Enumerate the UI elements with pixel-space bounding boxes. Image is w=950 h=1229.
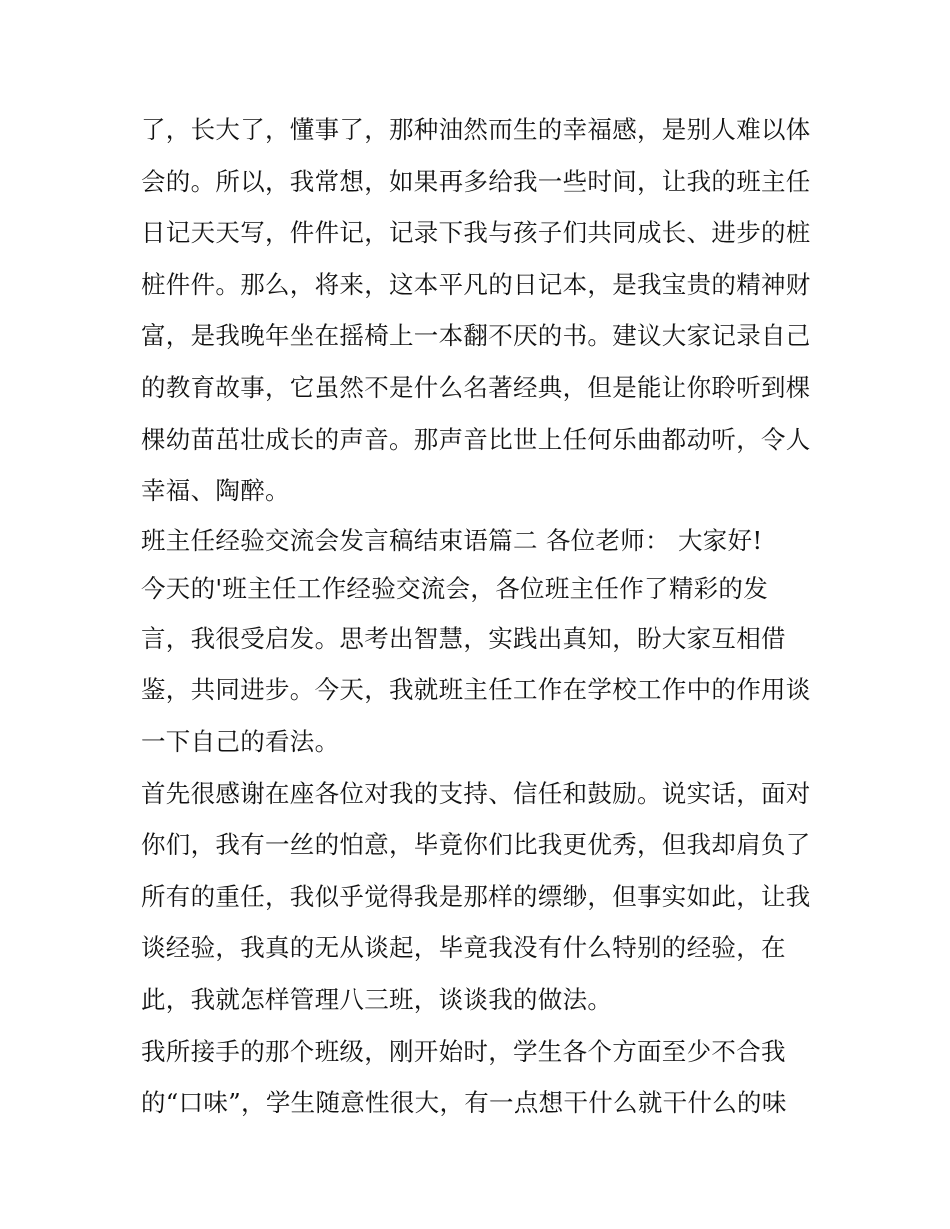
text-line: 会的。所以，我常想，如果再多给我一些时间，让我的班主任 — [141, 166, 811, 196]
text-line: 一下自己的看法。 — [141, 726, 340, 756]
text-line: 的教育故事，它虽然不是什么名著经典，但是能让你聆听到棵 — [141, 372, 811, 402]
text-line: 言，我很受启发。思考出智慧，实践出真知，盼大家互相借 — [141, 623, 786, 653]
text-line: 幸福、陶醉。 — [141, 476, 290, 506]
text-line: 日记天天写，件件记，记录下我与孩子们共同成长、进步的桩 — [141, 218, 811, 248]
text-line: 你们，我有一丝的怕意，毕竟你们比我更优秀，但我却肩负了 — [141, 830, 811, 860]
text-line: 桩件件。那么，将来，这本平凡的日记本，是我宝贵的精神财 — [141, 269, 811, 299]
text-line: 了，长大了，懂事了，那种油然而生的幸福感，是别人难以体 — [141, 115, 811, 144]
text-line: 此，我就怎样管理八三班，谈谈我的做法。 — [141, 984, 613, 1014]
section-heading-line: 班主任经验交流会发言稿结束语篇二 各位老师： 大家好! — [141, 525, 763, 555]
text-line: 所有的重任，我似乎觉得我是那样的缥缈，但事实如此，让我 — [141, 881, 811, 911]
text-line: 鉴，共同进步。今天，我就班主任工作在学校工作中的作用谈 — [141, 675, 811, 705]
document-body — [141, 104, 821, 1129]
text-line: 的“口味”，学生随意性很大，有一点想干什么就干什么的味 — [141, 1088, 787, 1118]
text-line: 棵幼苗茁壮成长的声音。那声音比世上任何乐曲都动听，令人 — [141, 424, 811, 454]
text-line: 首先很感谢在座各位对我的支持、信任和鼓励。说实话，面对 — [141, 778, 811, 808]
text-line: 谈经验，我真的无从谈起，毕竟我没有什么特别的经验，在 — [141, 933, 786, 963]
text-line: 今天的'班主任工作经验交流会，各位班主任作了精彩的发 — [141, 573, 769, 603]
text-line: 我所接手的那个班级，刚开始时，学生各个方面至少不合我 — [141, 1036, 786, 1066]
text-line: 富，是我晚年坐在摇椅上一本翻不厌的书。建议大家记录自己 — [141, 321, 811, 351]
